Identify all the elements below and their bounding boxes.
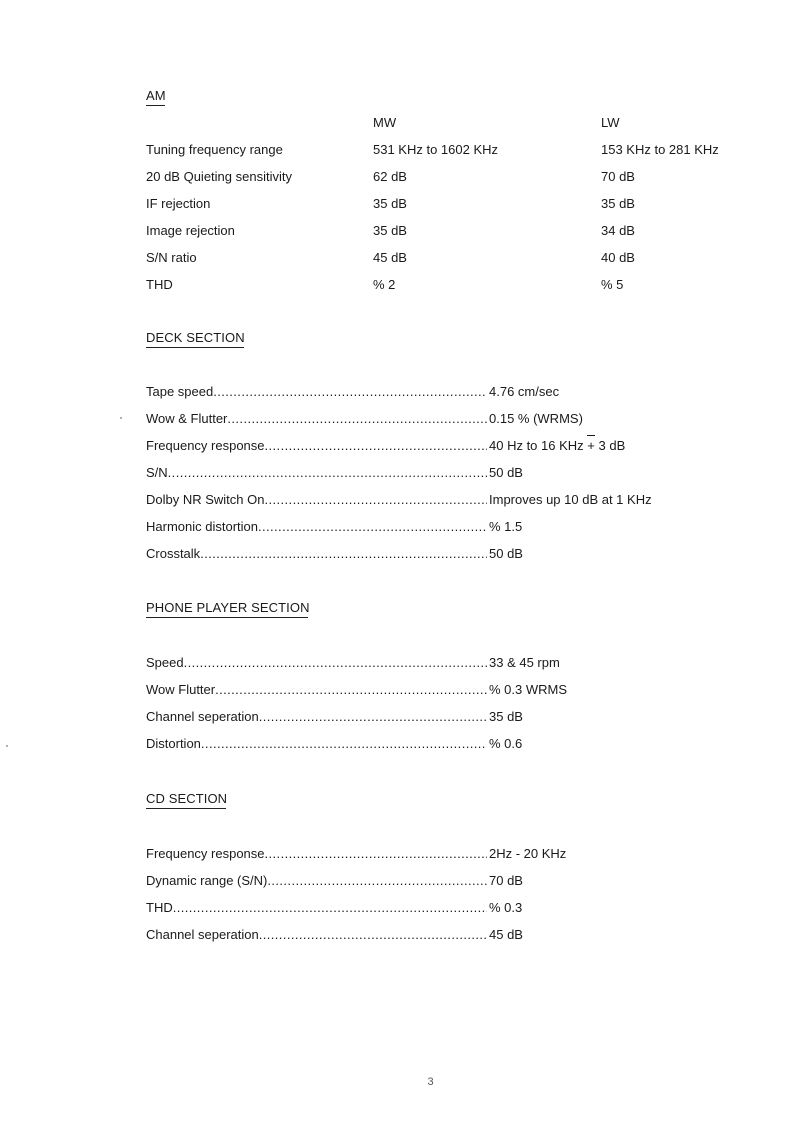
page-number: 3 <box>427 1076 434 1088</box>
deck-row-sn <box>146 465 523 483</box>
cd-row-thd <box>146 900 522 918</box>
minus-bar <box>587 435 595 436</box>
am-heading-text: AM <box>146 88 166 103</box>
deck-section-heading <box>146 330 245 348</box>
am-row-mw-value: 35 dB <box>373 223 407 238</box>
am-row-label: 20 dB Quieting sensitivity <box>146 169 292 184</box>
deck-row-tape-speed <box>146 384 559 402</box>
am-row-label: Tuning frequency range <box>146 142 283 157</box>
cd-row-frequency-response <box>146 846 566 864</box>
am-heading-underline <box>146 105 165 106</box>
spec-value: 50 dB <box>489 546 523 561</box>
am-row-label: THD <box>146 277 173 292</box>
spec-label: Dynamic range (S/N) ..... <box>146 873 487 888</box>
spec-label: Dolby NR Switch On ..... <box>146 492 487 507</box>
spec-value: 2Hz - 20 KHz <box>489 846 567 861</box>
cd-section-heading <box>146 791 227 809</box>
am-row-quieting-sensitivity <box>0 169 791 187</box>
spec-label: Channel seperation ..... <box>146 709 487 724</box>
am-row-lw-value: 153 KHz to 281 KHz <box>601 142 719 157</box>
am-column-header-row <box>0 115 791 133</box>
plus-minus-sign <box>587 439 595 452</box>
spec-label: Frequency response ..... <box>146 846 487 861</box>
spec-label: Channel seperation ..... <box>146 927 487 942</box>
spec-value: 4.76 cm/sec <box>489 384 560 399</box>
spec-label: Wow & Flutter ..... <box>146 411 487 426</box>
spec-value: 50 dB <box>489 465 523 480</box>
phone-row-channel-separation <box>146 709 523 727</box>
am-row-lw-value: 34 dB <box>601 223 635 238</box>
phone-row-speed <box>146 655 560 673</box>
spec-label: S/N ..... <box>146 465 487 480</box>
spec-label: Speed ..... <box>146 655 487 670</box>
spec-value: 45 dB <box>489 927 523 942</box>
deck-row-wow-flutter <box>146 411 583 429</box>
am-row-lw-value: 35 dB <box>601 196 635 211</box>
am-row-mw-value: % 2 <box>373 277 396 292</box>
am-row-sn-ratio <box>0 250 791 268</box>
spec-label: Crosstalk ..... <box>146 546 487 561</box>
deck-section-heading-text: DECK SECTION <box>146 330 245 345</box>
am-row-mw-value: 45 dB <box>373 250 407 265</box>
lw-column-header: LW <box>601 115 620 130</box>
spec-value: % 0.3 <box>489 900 523 915</box>
plus-sign: + <box>587 438 595 453</box>
spec-label: THD ..... <box>146 900 487 915</box>
deck-row-crosstalk <box>146 546 523 564</box>
am-row-label: S/N ratio <box>146 250 197 265</box>
cd-section-heading-text: CD SECTION <box>146 791 228 806</box>
am-heading <box>146 88 166 106</box>
spec-value-group <box>487 438 625 453</box>
am-row-lw-value: 40 dB <box>601 250 635 265</box>
deck-row-harmonic-distortion <box>146 519 522 537</box>
am-row-mw-value: 531 KHz to 1602 KHz <box>373 142 499 157</box>
scan-speck <box>120 417 122 419</box>
cd-section-underline <box>146 808 226 809</box>
deck-row-dolby-nr <box>146 492 652 510</box>
phone-player-section-underline <box>146 617 308 618</box>
cd-row-dynamic-range <box>146 873 523 891</box>
spec-label: Wow Flutter ..... <box>146 682 487 697</box>
am-row-mw-value: 62 dB <box>373 169 407 184</box>
spec-value: 35 dB <box>489 709 523 724</box>
spec-value: 40 Hz to 16 KHz <box>489 438 584 453</box>
deck-row-frequency-response <box>146 438 625 456</box>
phone-row-wow-flutter <box>146 682 567 700</box>
spec-label: Distortion ..... <box>146 736 487 751</box>
cd-row-channel-separation <box>146 927 523 945</box>
am-row-lw-value: % 5 <box>601 277 624 292</box>
am-row-if-rejection <box>0 196 791 214</box>
am-row-label: Image rejection <box>146 223 235 238</box>
spec-value: 70 dB <box>489 873 523 888</box>
spec-label: Harmonic distortion ..... <box>146 519 487 534</box>
am-row-thd <box>0 277 791 295</box>
spec-value: % 0.3 WRMS <box>489 682 568 697</box>
am-row-lw-value: 70 dB <box>601 169 635 184</box>
spec-label: Frequency response ..... <box>146 438 487 453</box>
spec-value: % 1.5 <box>489 519 523 534</box>
phone-row-distortion <box>146 736 522 754</box>
spec-label: Tape speed ..... <box>146 384 487 399</box>
am-row-image-rejection <box>0 223 791 241</box>
scan-speck <box>6 745 8 747</box>
deck-section-underline <box>146 347 244 348</box>
spec-value-tolerance: 3 dB <box>598 438 626 453</box>
spec-value: Improves up 10 dB at 1 KHz <box>489 492 652 507</box>
am-row-tuning-range <box>0 142 791 160</box>
am-row-label: IF rejection <box>146 196 211 211</box>
mw-column-header: MW <box>373 115 397 130</box>
phone-player-section-heading-text: PHONE PLAYER SECTION <box>146 600 310 615</box>
spec-value: 0.15 % (WRMS) <box>489 411 583 426</box>
am-row-mw-value: 35 dB <box>373 196 407 211</box>
phone-player-section-heading <box>146 600 310 618</box>
spec-value: % 0.6 <box>489 736 523 751</box>
spec-value: 33 & 45 rpm <box>489 655 560 670</box>
